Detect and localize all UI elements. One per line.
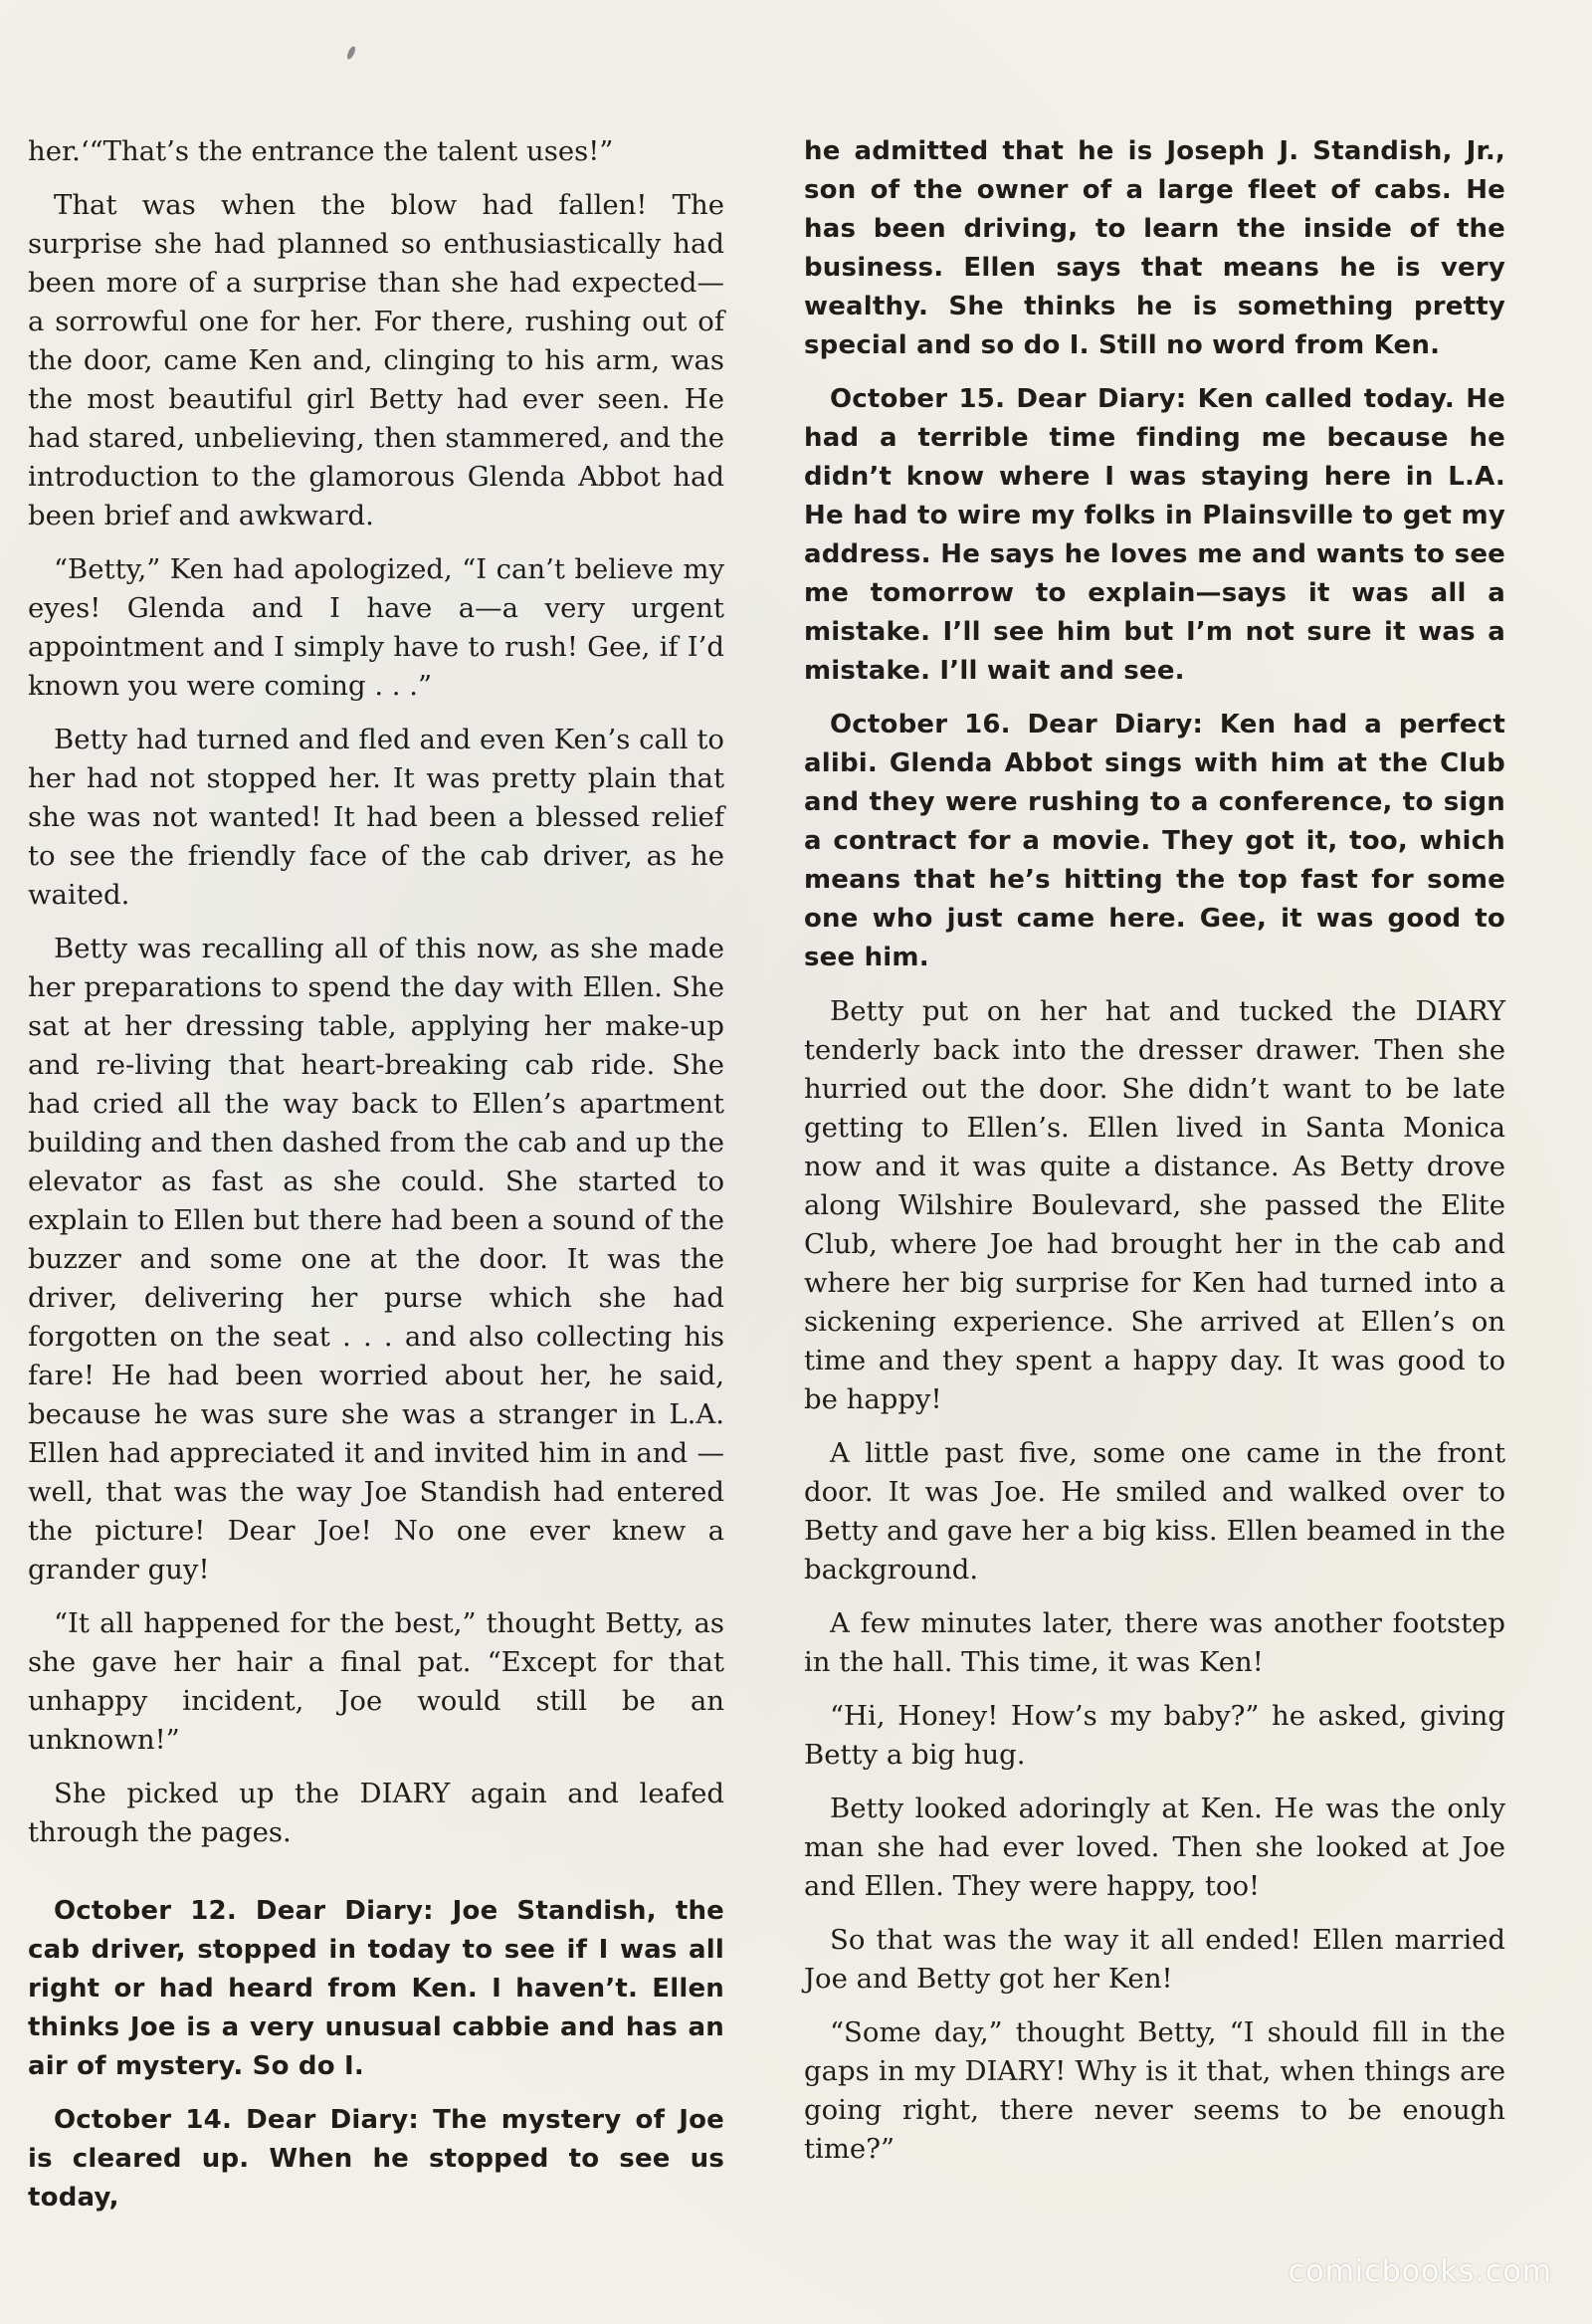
ink-speck: [345, 45, 356, 60]
paragraph: Betty was recalling all of this now, as she made her preparations to spend the day with Ellen. She sat at her dressing table, applying her make-up and re-living that heart-breaking cab ride. She had cried all the way back to Ellen’s apartment building and then dashed from the cab and up the elevator as fast as she could. She started to explain to Ellen but there had been a sound of the buzzer and some one at the door. It was the driver, delivering her purse which she had forgotten on the seat . . . and also collecting his fare! He had been worried about her, he said, because he was sure she was a stranger in L.A. Ellen had appreciated it and invited him in and —well, that was the way Joe Standish had entered the picture! Dear Joe! No one ever knew a grander guy!: [28, 933, 725, 1585]
paragraph: She picked up the DIARY again and leafed through the pages.: [28, 1778, 724, 1848]
paragraph: A little past five, some one came in the front door. It was Joe. He smiled and walked over to Betty and gave her a big kiss. Ellen beamed in the background.: [804, 1437, 1505, 1585]
diary-entry: October 12. Dear Diary: Joe Standish, the cab driver, stopped in today to see if I was all right or had heard from Ken. I haven’t. Ellen thinks Joe is a very unusual cabbie and has an air of mystery. So do I.: [28, 1896, 724, 2081]
paragraph: “Betty,” Ken had apologized, “I can’t believe my eyes! Glenda and I have a—a very urgent appointment and I simply have to rush! Gee, if I’d known you were coming . . .”: [28, 553, 724, 702]
paragraph: Betty put on her hat and tucked the DIARY tenderly back into the dresser drawer. Then she hurried out the door. She didn’t want to be late getting to Ellen’s. Ellen lived in Santa Monica now and it was quite a distance. As Betty drove along Wilshire Boulevard, she passed the Elite Club, where Joe had brought her in the cab and where her big surprise for Ken had turned into a sickening experience. She arrived at Ellen’s on time and they spent a happy day. It was good to be happy!: [804, 995, 1505, 1415]
paragraph: That was when the blow had fallen! The surprise she had planned so enthusiastically had been more of a surprise than she had expected—a sorrowful one for her. For there, rushing out of the door, came Ken and, clinging to his arm, was the most beautiful girl Betty had ever seen. He had stared, unbelieving, then stammered, and the introduction to the glamorous Glenda Abbot had been brief and awkward.: [28, 189, 724, 531]
paragraph: “It all happened for the best,” thought Betty, as she gave her hair a final pat. “Except for that unhappy incident, Joe would still be an unknown!”: [28, 1607, 724, 1756]
paragraph: “Some day,” thought Betty, “I should fill in the gaps in my DIARY! Why is it that, when things are going right, there never seems to be enough time?”: [804, 2016, 1505, 2165]
diary-entry: October 16. Dear Diary: Ken had a perfect alibi. Glenda Abbot sings with him at the Club and they were rushing to a conference, to sign a contract for a movie. They got it, too, which means that he’s hitting the top fast for some one who just came here. Gee, it was good to see him.: [804, 710, 1505, 972]
paragraph: Betty looked adoringly at Ken. He was the only man she had ever loved. Then she looked at Joe and Ellen. They were happy, too!: [804, 1793, 1505, 1902]
left-column: [28, 132, 724, 2232]
paragraph: “Hi, Honey! How’s my baby?” he asked, giving Betty a big hug.: [804, 1700, 1505, 1771]
paragraph: A few minutes later, there was another footstep in the hall. This time, it was Ken!: [804, 1607, 1505, 1678]
site-watermark: comicbooks.com: [1288, 2254, 1552, 2289]
diary-entry: October 15. Dear Diary: Ken called today. He had a terrible time finding me because he didn’t know where I was staying here in L.A. He had to wire my folks in Plainsville to get my address. He says he loves me and wants to see me tomorrow to explain—says it was all a mistake. I’ll see him but I’m not sure it was a mistake. I’ll wait and see.: [804, 384, 1505, 686]
right-column: [804, 132, 1505, 2184]
paragraph: Betty had turned and fled and even Ken’s call to her had not stopped her. It was pretty plain that she was not wanted! It had been a blessed relief to see the friendly face of the cab driver, as he waited.: [28, 724, 724, 911]
paragraph: So that was the way it all ended! Ellen married Joe and Betty got her Ken!: [804, 1924, 1505, 1995]
diary-entry: October 14. Dear Diary: The mystery of Joe is cleared up. When he stopped to see us today,: [28, 2105, 724, 2213]
paragraph: her.‘“That’s the entrance the talent uses!”: [28, 135, 614, 167]
diary-entry: he admitted that he is Joseph J. Standish, Jr., son of the owner of a large fleet of cabs. He has been driving, to learn the inside of the business. Ellen says that means he is very wealthy. She thinks he is something pretty special and so do I. Still no word from Ken.: [804, 136, 1505, 360]
